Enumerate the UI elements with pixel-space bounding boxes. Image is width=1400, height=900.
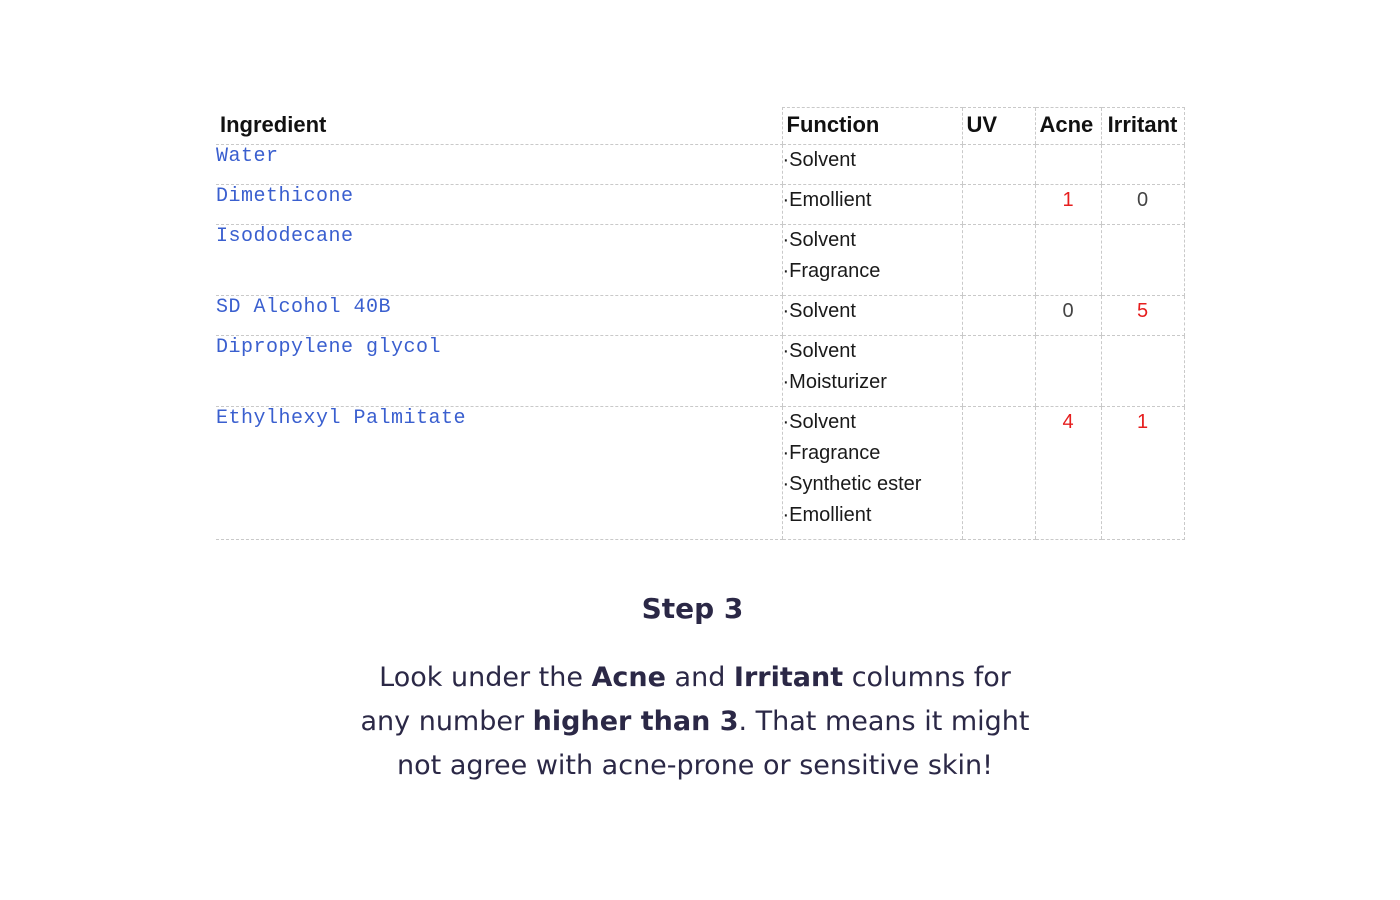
- acne-score: 0: [1035, 296, 1101, 336]
- function-cell: [782, 336, 962, 407]
- function-cell: [782, 145, 962, 185]
- uv-cell: [962, 336, 1035, 407]
- function-cell: [782, 225, 962, 296]
- uv-cell: [962, 145, 1035, 185]
- step-emphasis-irritant: Irritant: [733, 662, 844, 693]
- step-text: . That means it might not agree with acne-prone or sensitive skin!: [397, 706, 1030, 781]
- step-text: Look under the: [379, 662, 592, 693]
- acne-score: [1035, 225, 1101, 296]
- uv-cell: [962, 185, 1035, 225]
- function-cell: [782, 185, 962, 225]
- function-item: ·Fragrance: [782, 442, 881, 464]
- ingredient-name[interactable]: Ethylhexyl Palmitate: [216, 407, 782, 540]
- acne-score: [1035, 336, 1101, 407]
- ingredient-name[interactable]: SD Alcohol 40B: [216, 296, 782, 336]
- uv-cell: [962, 225, 1035, 296]
- function-item: ·Moisturizer: [782, 371, 887, 393]
- header-irritant: Irritant: [1101, 108, 1184, 145]
- irritant-score: 0: [1101, 185, 1184, 225]
- function-item: ·Emollient: [782, 504, 872, 526]
- step-emphasis-threshold: higher than 3: [532, 706, 739, 737]
- irritant-score: [1101, 145, 1184, 185]
- irritant-score: 5: [1101, 296, 1184, 336]
- step-emphasis-acne: Acne: [591, 662, 666, 693]
- table-row: [216, 225, 1184, 296]
- header-function: Function: [782, 108, 962, 145]
- function-cell: [782, 407, 962, 540]
- uv-cell: [962, 296, 1035, 336]
- function-cell: [782, 296, 962, 336]
- table-row: [216, 145, 1184, 185]
- table-row: [216, 296, 1184, 336]
- table-row: [216, 407, 1184, 540]
- header-ingredient: Ingredient: [216, 108, 782, 145]
- uv-cell: [962, 407, 1035, 540]
- acne-score: 1: [1035, 185, 1101, 225]
- ingredient-table: [216, 107, 1185, 540]
- function-item: ·Emollient: [782, 189, 872, 211]
- function-item: ·Solvent: [782, 340, 856, 362]
- function-item: ·Solvent: [782, 229, 856, 251]
- irritant-score: 1: [1101, 407, 1184, 540]
- step-text: and: [665, 662, 734, 693]
- ingredient-name[interactable]: Dipropylene glycol: [216, 336, 782, 407]
- ingredient-name[interactable]: Isododecane: [216, 225, 782, 296]
- ingredient-name[interactable]: Water: [216, 145, 782, 185]
- header-acne: Acne: [1035, 108, 1101, 145]
- header-uv: UV: [962, 108, 1035, 145]
- acne-score: [1035, 145, 1101, 185]
- function-item: ·Solvent: [782, 411, 856, 433]
- function-item: ·Solvent: [782, 300, 856, 322]
- step-instructions: [360, 656, 1030, 788]
- ingredient-name[interactable]: Dimethicone: [216, 185, 782, 225]
- table-row: [216, 336, 1184, 407]
- function-item: ·Fragrance: [782, 260, 881, 282]
- table-row: [216, 185, 1184, 225]
- irritant-score: [1101, 225, 1184, 296]
- table-header-row: [216, 108, 1184, 145]
- function-item: ·Solvent: [782, 149, 856, 171]
- irritant-score: [1101, 336, 1184, 407]
- step-title: Step 3: [641, 592, 744, 625]
- acne-score: 4: [1035, 407, 1101, 540]
- function-item: ·Synthetic ester: [782, 473, 922, 495]
- step-text: columns for any number: [360, 662, 1011, 737]
